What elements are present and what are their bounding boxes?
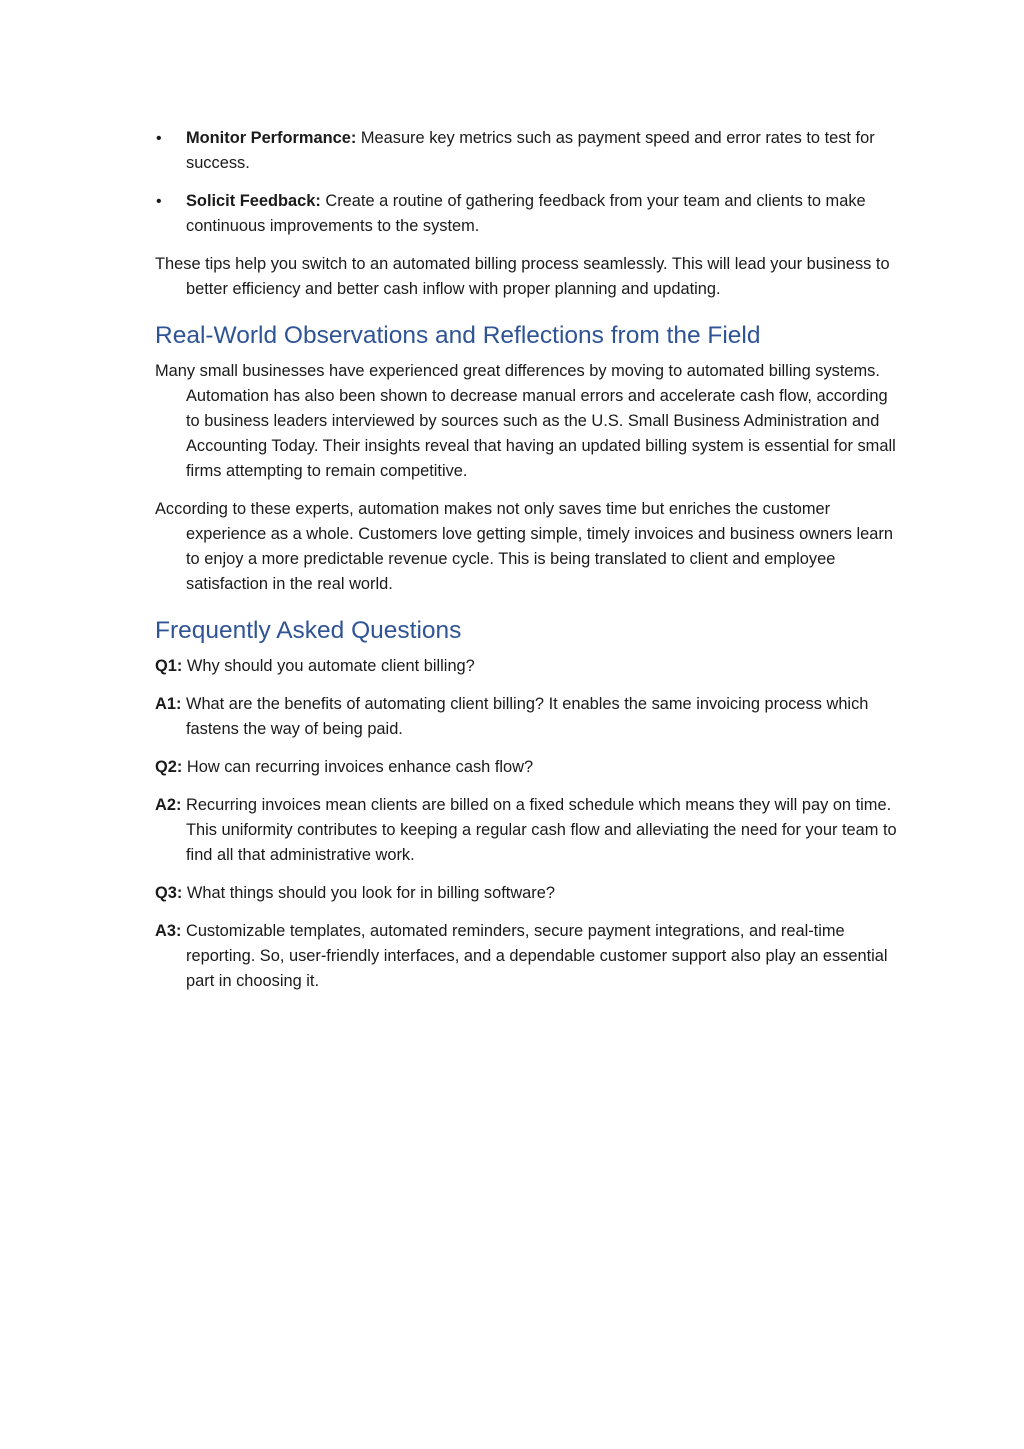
bullet-text: Create a routine of gathering feedback from your team and clients to make continuous improvements to the system. bbox=[186, 192, 866, 235]
document-body bbox=[155, 126, 905, 1007]
faq-label: A2: bbox=[155, 796, 182, 814]
bullet-text: Measure key metrics such as payment speed and error rates to test for success. bbox=[186, 129, 875, 172]
faq-answer-2 bbox=[155, 793, 905, 868]
faq-label: A1: bbox=[155, 695, 182, 713]
intro-paragraph: These tips help you switch to an automated billing process seamlessly. This will lead your business to better efficiency and better cash inflow with proper planning and updating. bbox=[155, 255, 890, 298]
faq-label: Q2: bbox=[155, 758, 183, 776]
bullet-item-solicit-feedback bbox=[155, 189, 905, 239]
bullet-label: Monitor Performance: bbox=[186, 129, 357, 147]
faq-text: Recurring invoices mean clients are billed on a fixed schedule which means they will pay on time. This uniformity contributes to keeping a regular cash flow and alleviating the need for your team to find all that administrative work. bbox=[181, 796, 897, 864]
faq-text: Why should you automate client billing? bbox=[182, 657, 475, 675]
faq-question-3 bbox=[155, 881, 905, 906]
faq-question-2 bbox=[155, 755, 905, 780]
faq-text: Customizable templates, automated reminders, secure payment integrations, and real-time reporting. So, user-friendly interfaces, and a dependable customer support also play an essential part in choosing it. bbox=[181, 922, 888, 990]
section-heading-observations: Real-World Observations and Reflections from the Field bbox=[155, 322, 761, 349]
faq-label: Q1: bbox=[155, 657, 183, 675]
section-heading-faq: Frequently Asked Questions bbox=[155, 617, 462, 644]
bullet-item-monitor-performance bbox=[155, 126, 905, 176]
bullet-icon: • bbox=[156, 193, 162, 210]
tips-bullet-list bbox=[155, 126, 905, 239]
faq-answer-3 bbox=[155, 919, 905, 994]
faq-question-1 bbox=[155, 654, 905, 679]
observations-paragraph: According to these experts, automation makes not only saves time but enriches the customer experience as a whole. Customers love getting simple, timely invoices and business owners learn to enjoy a more predictable revenue cycle. This is being translated to client and employee satisfaction in the real world. bbox=[155, 500, 893, 593]
faq-text: What are the benefits of automating client billing? It enables the same invoicing process which fastens the way of being paid. bbox=[181, 695, 869, 738]
bullet-icon: • bbox=[156, 130, 162, 147]
faq-text: How can recurring invoices enhance cash flow? bbox=[182, 758, 534, 776]
faq-text: What things should you look for in billing software? bbox=[182, 884, 555, 902]
bullet-label: Solicit Feedback: bbox=[186, 192, 321, 210]
faq-answer-1 bbox=[155, 692, 905, 742]
observations-paragraph: Many small businesses have experienced great differences by moving to automated billing systems. Automation has also been shown to decrease manual errors and accelerate cash flow, according to business leaders interviewed by sources such as the U.S. Small Business Administration and Accounting Today. Their insights reveal that having an updated billing system is essential for small firms attempting to remain competitive. bbox=[155, 362, 896, 480]
faq-label: Q3: bbox=[155, 884, 183, 902]
faq-label: A3: bbox=[155, 922, 182, 940]
